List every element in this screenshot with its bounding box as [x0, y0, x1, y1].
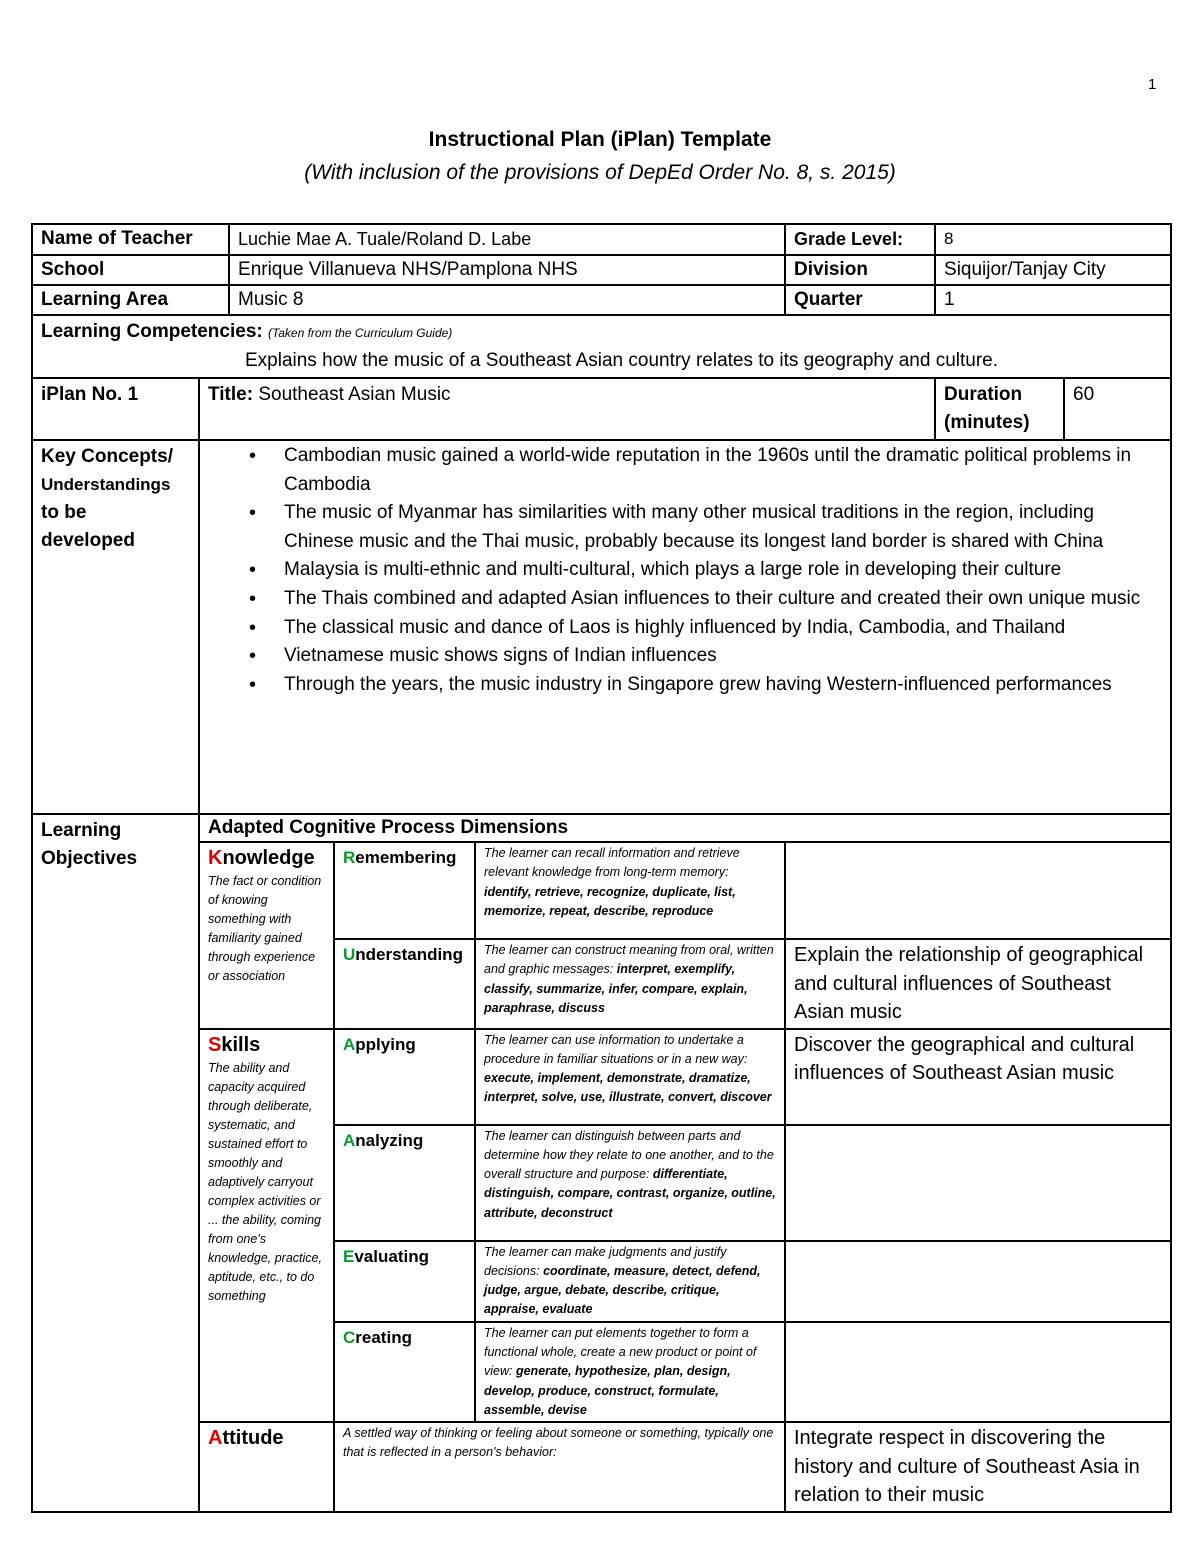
iplan-table: [31, 223, 1172, 1513]
remembering-desc: The learner can recall information and retrieve relevant knowledge from long-term memory: identify, retrieve, recognize, duplicate, list, memorize, repeat, describe, reproduce: [475, 843, 785, 939]
duration-label: Duration (minutes): [935, 378, 1064, 440]
document-subtitle: (With inclusion of the provisions of DepEd Order No. 8, s. 2015): [304, 161, 896, 184]
competencies-label: Learning Competencies:: [41, 321, 263, 342]
competencies-text: Explains how the music of a Southeast Asian country relates to its geography and culture.: [244, 350, 999, 371]
creating-objective: [785, 1322, 1170, 1422]
document-title: Instructional Plan (iPlan) Template: [428, 128, 772, 151]
teacher-value: Luchie Mae A. Tuale/Roland D. Labe: [229, 224, 785, 255]
competencies-row: [32, 315, 1171, 378]
list-item: • The Thais combined and adapted Asian influences to their culture and created their own unique music: [284, 585, 1162, 614]
knowledge-label: nowledge: [222, 847, 315, 869]
iplan-title-cell: [199, 378, 935, 440]
quarter-label: Quarter: [785, 285, 935, 315]
skills-cell: [200, 1029, 334, 1423]
grade-value: 8: [935, 224, 1171, 255]
level-creating: Creating: [334, 1322, 475, 1422]
understanding-objective: Explain the relationship of geographical and cultural influences of Southeast Asian music: [785, 939, 1170, 1029]
grade-label: Grade Level:: [785, 224, 935, 255]
quarter-value: 1: [935, 285, 1171, 315]
list-item: • The music of Myanmar has similarities with many other musical traditions in the region, including Chinese music and the Thai music, probably because its longest land border is shared with China: [284, 499, 1162, 556]
iplan-no-cell: [32, 378, 199, 440]
attitude-initial: A: [208, 1427, 223, 1450]
level-applying: Applying: [334, 1029, 475, 1125]
knowledge-desc: The fact or condition of knowing something with familiarity gained through experience or association: [208, 874, 322, 983]
level-understanding: Understanding: [334, 939, 475, 1029]
list-item: • Malaysia is multi-ethnic and multi-cultural, which plays a large role in developing their culture: [284, 556, 1162, 585]
creating-desc: The learner can put elements together to form a functional whole, create a new product or point of view: generate, hypothesize, plan, design, develop, produce, construct, formulate, assemble, devise: [475, 1322, 785, 1422]
school-label: School: [32, 255, 229, 285]
evaluating-objective: [785, 1241, 1170, 1322]
knowledge-initial: K: [208, 847, 223, 869]
list-item: • Cambodian music gained a world-wide reputation in the 1960s until the dramatic political problems in Cambodia: [284, 442, 1162, 499]
school-value: Enrique Villanueva NHS/Pamplona NHS: [229, 255, 785, 285]
applying-row: [200, 1029, 1170, 1125]
understanding-row: [200, 939, 1170, 1029]
key-concepts-cell: [199, 440, 1171, 814]
iplan-title-label: Title:: [208, 384, 254, 405]
iplan-no-label: iPlan No.: [41, 384, 123, 405]
teacher-label: Name of Teacher: [32, 224, 229, 255]
attitude-label: ttitude: [222, 1427, 284, 1450]
objectives-header: Adapted Cognitive Process Dimensions: [200, 815, 1170, 843]
applying-objective: Discover the geographical and cultural influences of Southeast Asian music: [785, 1029, 1170, 1125]
objectives-cell: [199, 814, 1171, 1512]
area-label: Learning Area: [32, 285, 229, 315]
division-label: Division: [785, 255, 935, 285]
applying-desc: The learner can use information to undertake a procedure in familiar situations or in a new way: execute, implement, demonstrate, dramatize, interpret, solve, use, illustrate, convert, discover: [475, 1029, 785, 1125]
division-value: Siquijor/Tanjay City: [935, 255, 1171, 285]
competencies-cell: [32, 315, 1171, 378]
cognitive-table: [200, 843, 1170, 1511]
objectives-row: [32, 814, 1171, 1512]
teacher-row: [32, 224, 1171, 255]
objectives-label: Learning Objectives: [32, 814, 199, 1512]
skills-label: kills: [221, 1033, 261, 1056]
level-remembering: Remembering: [334, 843, 475, 939]
evaluating-desc: The learner can make judgments and justify decisions: coordinate, measure, detect, defend, judge, argue, debate, describe, critique, appraise, evaluate: [475, 1241, 785, 1322]
attitude-desc: A settled way of thinking or feeling about someone or something, typically one that is reflected in a person's behavior:: [334, 1422, 785, 1511]
skills-desc: The ability and capacity acquired through deliberate, systematic, and sustained effort to smoothly and adaptively carryout complex activities or ... the ability, coming from one's knowledge, practice, aptitude, etc., to do something: [208, 1060, 322, 1303]
list-item: • The classical music and dance of Laos is highly influenced by India, Cambodia, and Thailand: [284, 614, 1162, 643]
remembering-objective: [785, 843, 1170, 939]
competencies-note: (Taken from the Curriculum Guide): [268, 326, 453, 340]
creating-row: [200, 1322, 1170, 1422]
attitude-cell: [200, 1422, 334, 1511]
key-concepts-row: [32, 440, 1171, 814]
iplan-row: [32, 378, 1171, 440]
skills-initial: S: [208, 1033, 222, 1056]
key-concepts-label: Key Concepts/ Understandings to be developed: [32, 440, 199, 814]
duration-value: 60: [1064, 378, 1171, 440]
key-concepts-list: [208, 442, 1162, 699]
list-item: • Through the years, the music industry in Singapore grew having Western-influenced performances: [284, 671, 1162, 700]
remembering-row: [200, 843, 1170, 939]
understanding-desc: The learner can construct meaning from oral, written and graphic messages: interpret, exemplify, classify, summarize, infer, compare, explain, paraphrase, discuss: [475, 939, 785, 1029]
level-analyzing: Analyzing: [334, 1125, 475, 1241]
school-row: [32, 255, 1171, 285]
analyzing-desc: The learner can distinguish between parts and determine how they relate to one another, and to the overall structure and purpose: differentiate, distinguish, compare, contrast, organize, outline, attribute, deconstruct: [475, 1125, 785, 1241]
iplan-no-value: 1: [127, 384, 139, 405]
knowledge-cell: [200, 843, 334, 1029]
analyzing-objective: [785, 1125, 1170, 1241]
area-value: Music 8: [229, 285, 785, 315]
iplan-title-value: Southeast Asian Music: [258, 384, 451, 405]
list-item: • Vietnamese music shows signs of Indian influences: [284, 642, 1162, 671]
area-row: [32, 285, 1171, 315]
attitude-objective: Integrate respect in discovering the history and culture of Southeast Asia in relation to their music: [785, 1422, 1170, 1511]
analyzing-row: [200, 1125, 1170, 1241]
level-evaluating: Evaluating: [334, 1241, 475, 1322]
page-number: 1: [1148, 76, 1157, 93]
evaluating-row: [200, 1241, 1170, 1322]
attitude-row: [200, 1422, 1170, 1511]
